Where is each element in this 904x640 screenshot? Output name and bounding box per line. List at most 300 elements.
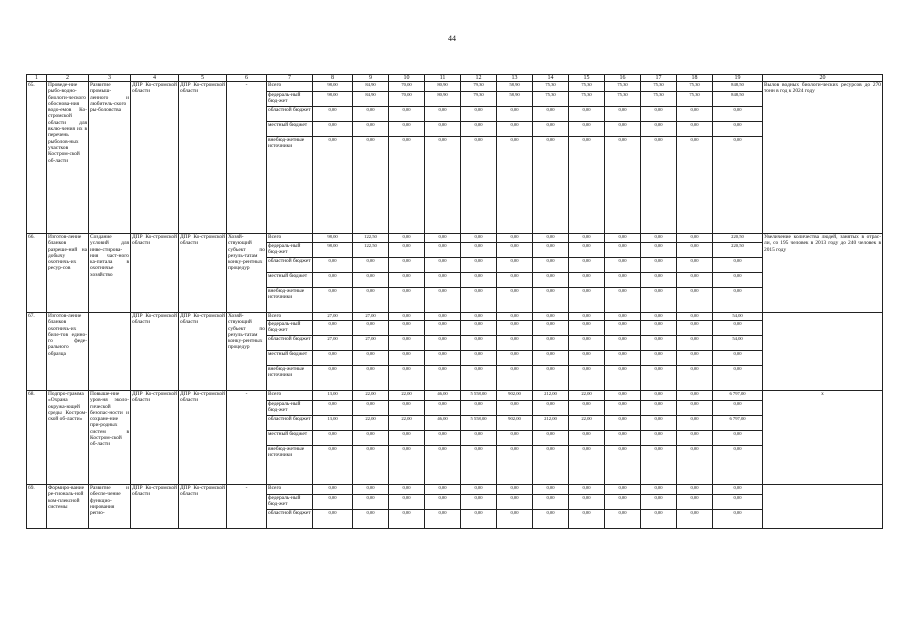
- funding-source: внебюд-жетные источники: [267, 446, 313, 485]
- funding-source: внебюд-жетные источники: [267, 137, 313, 234]
- funding-value: 0,00: [313, 351, 353, 366]
- column-header: 3: [89, 75, 131, 82]
- funding-value: 0,00: [641, 495, 677, 510]
- funding-value: 0,00: [425, 137, 461, 234]
- column-header: 18: [677, 75, 713, 82]
- funding-value: 0,00: [605, 243, 641, 258]
- funding-value: 0,00: [605, 495, 641, 510]
- funding-value: 0,00: [497, 321, 533, 336]
- funding-value: 0,00: [497, 107, 533, 122]
- funding-value: 0,00: [533, 122, 569, 137]
- funding-value: 0,00: [389, 510, 425, 529]
- funding-value: 22,00: [569, 416, 605, 431]
- funding-source: местный бюджет: [267, 351, 313, 366]
- funding-value: 54,00: [713, 336, 763, 351]
- funding-value: 0,00: [461, 288, 497, 313]
- funding-value: 0,00: [605, 288, 641, 313]
- funding-value: 0,00: [641, 431, 677, 446]
- co-executor: ДПР Ко-стромской области: [179, 82, 227, 234]
- task-name: Развитие промыш-ленного и любитель-ского ры-боловства: [89, 82, 131, 234]
- funding-value: 0,00: [713, 288, 763, 313]
- funding-value: 0,00: [569, 137, 605, 234]
- funding-value: 54,00: [713, 313, 763, 321]
- funding-value: 5 558,00: [461, 391, 497, 401]
- funding-value: 0,00: [677, 401, 713, 416]
- funding-value: 0,00: [533, 107, 569, 122]
- funding-value: 0,00: [605, 446, 641, 485]
- funding-value: 0,00: [461, 137, 497, 234]
- column-header: 20: [763, 75, 883, 82]
- funding-value: 0,00: [713, 366, 763, 391]
- funding-value: 0,00: [569, 122, 605, 137]
- column-header: 7: [267, 75, 313, 82]
- funding-value: 0,00: [313, 366, 353, 391]
- funding-value: 0,00: [713, 321, 763, 336]
- funding-value: 70,00: [389, 92, 425, 107]
- funding-value: 6 797,00: [713, 391, 763, 401]
- column-header: 16: [605, 75, 641, 82]
- row-number: 65.: [27, 82, 47, 234]
- funding-value: 80,90: [425, 82, 461, 92]
- funding-value: 22,00: [389, 416, 425, 431]
- funding-value: 0,00: [389, 321, 425, 336]
- funding-value: 0,00: [497, 351, 533, 366]
- funding-value: 0,00: [569, 495, 605, 510]
- funding-value: 75,30: [533, 92, 569, 107]
- funding-value: 0,00: [605, 485, 641, 495]
- funding-value: 0,00: [677, 446, 713, 485]
- funding-value: 0,00: [677, 313, 713, 321]
- funding-value: 58,90: [497, 82, 533, 92]
- funding-value: 0,00: [461, 243, 497, 258]
- task-name: [89, 313, 131, 391]
- funding-value: 84,90: [353, 92, 389, 107]
- funding-value: 0,00: [677, 510, 713, 529]
- funding-value: 0,00: [497, 137, 533, 234]
- funding-value: 0,00: [605, 313, 641, 321]
- funding-value: 0,00: [641, 391, 677, 401]
- page-number: 44: [448, 34, 456, 43]
- funding-value: 0,00: [569, 258, 605, 273]
- funding-value: 98,00: [313, 234, 353, 243]
- funding-value: 0,00: [353, 107, 389, 122]
- funding-value: 0,00: [641, 137, 677, 234]
- funding-value: 84,90: [353, 82, 389, 92]
- expected-result: Вылов водных биологи-ческих ресурсов до 270 тонн в год к 2024 году: [763, 82, 883, 234]
- funding-value: 0,00: [533, 336, 569, 351]
- funding-value: 0,00: [313, 107, 353, 122]
- funding-value: 0,00: [677, 321, 713, 336]
- funding-value: 220,50: [713, 234, 763, 243]
- funding-value: 70,00: [389, 82, 425, 92]
- funding-value: 0,00: [313, 401, 353, 416]
- funding-value: 0,00: [389, 351, 425, 366]
- funding-value: 0,00: [713, 107, 763, 122]
- funding-value: 0,00: [389, 495, 425, 510]
- column-header: 11: [425, 75, 461, 82]
- funding-value: 22,00: [353, 391, 389, 401]
- funding-value: 0,00: [533, 485, 569, 495]
- funding-value: 0,00: [497, 234, 533, 243]
- funding-value: 0,00: [677, 351, 713, 366]
- funding-value: 0,00: [641, 446, 677, 485]
- funding-value: 75,30: [641, 82, 677, 92]
- funding-value: 0,00: [313, 258, 353, 273]
- funding-value: 0,00: [389, 431, 425, 446]
- funding-value: 0,00: [533, 495, 569, 510]
- responsible-executor: ДПР Ко-стромской области: [131, 82, 179, 234]
- funding-value: 0,00: [425, 243, 461, 258]
- funding-value: 0,00: [569, 313, 605, 321]
- funding-value: 0,00: [389, 107, 425, 122]
- funding-value: 0,00: [641, 234, 677, 243]
- funding-value: 0,00: [677, 234, 713, 243]
- funding-value: 0,00: [425, 258, 461, 273]
- funding-value: 0,00: [353, 401, 389, 416]
- funding-value: 0,00: [533, 510, 569, 529]
- funding-value: 0,00: [605, 258, 641, 273]
- funding-value: 27,00: [313, 336, 353, 351]
- funding-value: 0,00: [425, 336, 461, 351]
- funding-value: 0,00: [569, 485, 605, 495]
- column-header: 6: [227, 75, 267, 82]
- funding-value: 0,00: [569, 321, 605, 336]
- funding-value: 0,00: [713, 351, 763, 366]
- funding-value: 0,00: [677, 391, 713, 401]
- funding-value: 0,00: [533, 137, 569, 234]
- funding-value: 0,00: [605, 366, 641, 391]
- header-row: [27, 75, 883, 82]
- responsible-executor: ДПР Ко-стромской области: [131, 313, 179, 391]
- funding-value: 0,00: [641, 510, 677, 529]
- funding-value: 0,00: [677, 122, 713, 137]
- funding-value: 0,00: [641, 321, 677, 336]
- funding-value: 0,00: [313, 510, 353, 529]
- row-number: 69.: [27, 485, 47, 529]
- funding-value: 0,00: [677, 416, 713, 431]
- funding-value: 0,00: [313, 446, 353, 485]
- funding-value: 0,00: [533, 313, 569, 321]
- funding-value: 0,00: [313, 485, 353, 495]
- funding-value: 0,00: [605, 510, 641, 529]
- funding-value: 0,00: [569, 446, 605, 485]
- task-name: Повыше-ние уров-ня эколо-гической безопас-ности и сохране-ние при-родных систем в Костром-ской об-ласти: [89, 391, 131, 485]
- funding-value: 0,00: [425, 321, 461, 336]
- funding-value: 0,00: [677, 137, 713, 234]
- funding-value: 0,00: [497, 336, 533, 351]
- funding-value: 79,30: [461, 82, 497, 92]
- row-number: 67.: [27, 313, 47, 391]
- funding-value: 0,00: [353, 446, 389, 485]
- funding-value: 22,00: [353, 416, 389, 431]
- funding-value: 0,00: [497, 122, 533, 137]
- funding-value: 0,00: [641, 485, 677, 495]
- funding-value: 0,00: [569, 431, 605, 446]
- participant: -: [227, 485, 267, 529]
- funding-value: 0,00: [569, 401, 605, 416]
- funding-value: 0,00: [425, 273, 461, 288]
- funding-value: 0,00: [497, 258, 533, 273]
- column-header: 13: [497, 75, 533, 82]
- funding-source: областной бюджет: [267, 510, 313, 529]
- funding-value: 0,00: [497, 401, 533, 416]
- funding-value: 0,00: [313, 288, 353, 313]
- funding-value: 0,00: [353, 510, 389, 529]
- funding-value: 0,00: [713, 510, 763, 529]
- funding-value: 0,00: [461, 234, 497, 243]
- column-header: 5: [179, 75, 227, 82]
- funding-value: 0,00: [713, 258, 763, 273]
- funding-value: 98,00: [313, 82, 353, 92]
- funding-value: 0,00: [497, 431, 533, 446]
- funding-value: 0,00: [353, 137, 389, 234]
- funding-value: 0,00: [533, 431, 569, 446]
- funding-value: 0,00: [713, 122, 763, 137]
- funding-value: 0,00: [425, 366, 461, 391]
- funding-value: 0,00: [461, 273, 497, 288]
- funding-value: 75,30: [569, 92, 605, 107]
- table-row: [27, 82, 883, 92]
- column-header: 15: [569, 75, 605, 82]
- funding-value: 46,00: [425, 416, 461, 431]
- funding-value: 0,00: [713, 495, 763, 510]
- funding-value: 0,00: [569, 366, 605, 391]
- funding-value: 0,00: [425, 107, 461, 122]
- funding-value: 0,00: [533, 366, 569, 391]
- funding-value: 212,00: [533, 391, 569, 401]
- funding-value: 0,00: [533, 321, 569, 336]
- funding-value: 0,00: [353, 258, 389, 273]
- funding-value: 0,00: [677, 485, 713, 495]
- row-number: 66.: [27, 234, 47, 313]
- funding-value: 13,00: [313, 391, 353, 401]
- funding-value: 0,00: [677, 366, 713, 391]
- funding-value: 0,00: [353, 122, 389, 137]
- funding-value: 0,00: [353, 431, 389, 446]
- funding-value: 6 797,00: [713, 416, 763, 431]
- task-name: Развитие и обеспе-чение функцио-нирования регио-: [89, 485, 131, 529]
- funding-value: 0,00: [461, 107, 497, 122]
- funding-source: Всего: [267, 234, 313, 243]
- funding-value: 902,00: [497, 391, 533, 401]
- responsible-executor: ДПР Ко-стромской области: [131, 234, 179, 313]
- funding-value: 75,30: [533, 82, 569, 92]
- column-header: 10: [389, 75, 425, 82]
- funding-value: 0,00: [389, 258, 425, 273]
- table-body: [27, 82, 883, 529]
- funding-value: 0,00: [353, 485, 389, 495]
- column-header: 12: [461, 75, 497, 82]
- funding-value: 0,00: [497, 485, 533, 495]
- column-header: 2: [47, 75, 89, 82]
- responsible-executor: ДПР Ко-стромской области: [131, 391, 179, 485]
- funding-source: областной бюджет: [267, 258, 313, 273]
- funding-source: внебюд-жетные источники: [267, 366, 313, 391]
- table-row: [27, 391, 883, 401]
- funding-value: 220,50: [713, 243, 763, 258]
- funding-value: 27,00: [313, 313, 353, 321]
- funding-source: Всего: [267, 485, 313, 495]
- funding-value: 75,30: [641, 92, 677, 107]
- funding-value: 46,00: [425, 391, 461, 401]
- funding-value: 0,00: [389, 485, 425, 495]
- column-header: 17: [641, 75, 677, 82]
- co-executor: ДПР Ко-стромской области: [179, 313, 227, 391]
- funding-value: 0,00: [605, 234, 641, 243]
- funding-value: 0,00: [425, 351, 461, 366]
- expected-result: [763, 485, 883, 529]
- funding-value: 0,00: [313, 321, 353, 336]
- funding-value: 0,00: [389, 137, 425, 234]
- funding-value: 0,00: [461, 366, 497, 391]
- funding-source: внебюд-жетные источники: [267, 288, 313, 313]
- funding-value: 0,00: [713, 485, 763, 495]
- funding-value: 0,00: [425, 122, 461, 137]
- funding-source: областной бюджет: [267, 107, 313, 122]
- funding-source: Всего: [267, 82, 313, 92]
- funding-value: 0,00: [389, 401, 425, 416]
- funding-value: 0,00: [425, 495, 461, 510]
- table-row: [27, 234, 883, 243]
- funding-value: 0,00: [641, 273, 677, 288]
- funding-value: 0,00: [677, 288, 713, 313]
- funding-value: 0,00: [353, 288, 389, 313]
- funding-value: 848,50: [713, 92, 763, 107]
- funding-value: 0,00: [461, 431, 497, 446]
- funding-value: 98,00: [313, 92, 353, 107]
- funding-value: 0,00: [497, 446, 533, 485]
- funding-value: 0,00: [569, 243, 605, 258]
- participant: -: [227, 82, 267, 234]
- funding-value: 0,00: [425, 288, 461, 313]
- program-table: [26, 74, 883, 529]
- event-name: Подпро-грамма «Охрана окружа-ющей среды Костром-ской об-ласти»: [47, 391, 89, 485]
- expected-result: [763, 313, 883, 391]
- event-name: Проведе-ние рыбо-водно-биологи-ческого обоснова-ния водо-емов Ко-стромской области для вклю-чения их в перечень рыболов-ных участков Костром-ской об-ласти: [47, 82, 89, 234]
- funding-value: 0,00: [461, 321, 497, 336]
- row-number: 68.: [27, 391, 47, 485]
- table-row: [27, 485, 883, 495]
- funding-value: 0,00: [389, 273, 425, 288]
- funding-value: 0,00: [677, 273, 713, 288]
- funding-value: 0,00: [569, 288, 605, 313]
- funding-value: 0,00: [605, 401, 641, 416]
- table-row: [27, 313, 883, 321]
- funding-value: 0,00: [569, 234, 605, 243]
- funding-value: 0,00: [497, 273, 533, 288]
- co-executor: ДПР Ко-стромской области: [179, 234, 227, 313]
- funding-value: 75,30: [605, 82, 641, 92]
- funding-value: 27,00: [353, 336, 389, 351]
- funding-value: 0,00: [533, 243, 569, 258]
- funding-value: 0,00: [461, 446, 497, 485]
- funding-value: 0,00: [425, 510, 461, 529]
- funding-value: 0,00: [461, 122, 497, 137]
- funding-value: 0,00: [461, 495, 497, 510]
- funding-value: 0,00: [353, 366, 389, 391]
- funding-source: областной бюджет: [267, 336, 313, 351]
- funding-value: 0,00: [641, 351, 677, 366]
- funding-value: 27,00: [353, 313, 389, 321]
- funding-value: 0,00: [677, 495, 713, 510]
- funding-source: федераль-ный бюд-жет: [267, 495, 313, 510]
- funding-value: 0,00: [641, 288, 677, 313]
- funding-value: 98,00: [313, 243, 353, 258]
- expected-result: х: [763, 391, 883, 485]
- funding-value: 0,00: [605, 273, 641, 288]
- funding-value: 0,00: [497, 366, 533, 391]
- funding-value: 0,00: [533, 446, 569, 485]
- funding-value: 22,00: [389, 391, 425, 401]
- funding-value: 0,00: [641, 122, 677, 137]
- funding-value: 0,00: [569, 510, 605, 529]
- funding-value: 0,00: [605, 351, 641, 366]
- funding-value: 0,00: [461, 336, 497, 351]
- funding-value: 22,00: [569, 391, 605, 401]
- funding-value: 0,00: [533, 401, 569, 416]
- funding-value: 75,30: [677, 82, 713, 92]
- funding-value: 0,00: [605, 321, 641, 336]
- column-header: 8: [313, 75, 353, 82]
- funding-value: 0,00: [713, 273, 763, 288]
- funding-value: 0,00: [353, 495, 389, 510]
- funding-value: 0,00: [497, 288, 533, 313]
- funding-value: 0,00: [605, 122, 641, 137]
- funding-value: 0,00: [641, 401, 677, 416]
- participant: -: [227, 391, 267, 485]
- event-name: Изготов-ление бланков охотничь-их биле-тов едино-го феде-рального образца: [47, 313, 89, 391]
- funding-value: 0,00: [569, 107, 605, 122]
- funding-value: 0,00: [313, 431, 353, 446]
- funding-value: 0,00: [389, 288, 425, 313]
- funding-value: 848,50: [713, 82, 763, 92]
- funding-value: 0,00: [533, 234, 569, 243]
- funding-value: 0,00: [641, 336, 677, 351]
- funding-value: 0,00: [461, 401, 497, 416]
- funding-value: 0,00: [313, 122, 353, 137]
- funding-value: 5 558,00: [461, 416, 497, 431]
- funding-value: 0,00: [533, 288, 569, 313]
- funding-value: 0,00: [425, 401, 461, 416]
- funding-value: 0,00: [677, 258, 713, 273]
- funding-value: 0,00: [677, 336, 713, 351]
- funding-value: 0,00: [425, 485, 461, 495]
- expected-result: Увеличение количества людей, занятых в отрас-ли, со 195 человек в 2013 году до 240 человек в 2015 году: [763, 234, 883, 313]
- funding-value: 0,00: [313, 273, 353, 288]
- column-header: 4: [131, 75, 179, 82]
- funding-value: 122,50: [353, 243, 389, 258]
- funding-value: 0,00: [497, 510, 533, 529]
- funding-value: 0,00: [353, 351, 389, 366]
- funding-value: 0,00: [497, 313, 533, 321]
- program-table-container: [26, 74, 882, 529]
- participant: Хозяй-ствующий субъект по резуль-татам конку-рентных процедур: [227, 313, 267, 391]
- funding-value: 0,00: [353, 273, 389, 288]
- event-name: Формиро-вание ре-гиональ-ной ком-плексной системы: [47, 485, 89, 529]
- event-name: Изготов-ление бланков разреше-ний на добычу охотничь-их ресур-сов: [47, 234, 89, 313]
- funding-value: 0,00: [389, 366, 425, 391]
- funding-value: 0,00: [389, 243, 425, 258]
- funding-value: 0,00: [461, 510, 497, 529]
- funding-value: 0,00: [425, 431, 461, 446]
- funding-value: 212,00: [533, 416, 569, 431]
- funding-source: Всего: [267, 313, 313, 321]
- funding-value: 0,00: [713, 401, 763, 416]
- funding-source: федераль-ный бюд-жет: [267, 401, 313, 416]
- funding-value: 58,90: [497, 92, 533, 107]
- funding-source: Всего: [267, 391, 313, 401]
- funding-value: 0,00: [461, 258, 497, 273]
